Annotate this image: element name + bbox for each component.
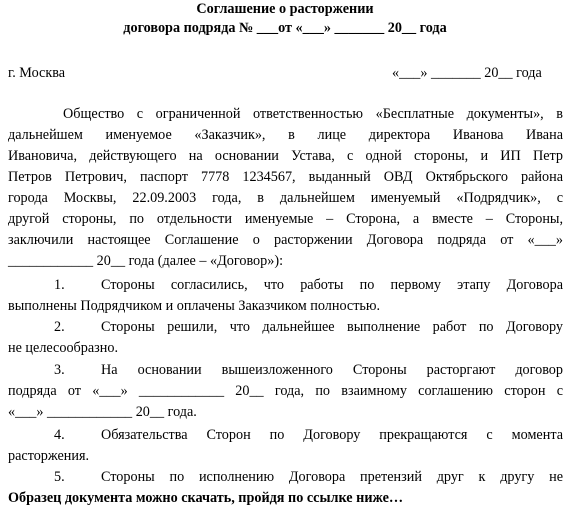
clause-line: расторжения. bbox=[8, 448, 90, 464]
intro-line: Общество с ограниченной ответственностью «Бесплатные документы», в bbox=[63, 106, 563, 122]
clause-number: 1. bbox=[54, 277, 65, 293]
intro-line: другой стороны, по отдельности именуемые – Сторона, а вместе – Стороны, bbox=[8, 211, 563, 227]
intro-line: ____________ 20__ года (далее – «Договор»): bbox=[8, 253, 284, 269]
clause-line: Стороны по исполнению Договора претензий друг к другу не bbox=[101, 469, 563, 485]
clause-line: Обязательства Сторон по Договору прекращаются с момента bbox=[101, 427, 563, 443]
download-note: Образец документа можно скачать, пройдя по ссылке ниже… bbox=[8, 490, 404, 506]
clause-line: «___» ____________ 20__ года. bbox=[8, 404, 197, 420]
intro-line: Петров Петрович, паспорт 7778 1234567, выданный ОВД Октябрьского района bbox=[8, 169, 563, 185]
intro-line: города Москвы, 22.09.2003 года, в дальнейшем именуемый «Подрядчик», с bbox=[8, 190, 563, 206]
document-title-line2: договора подряда № ___от «___» _______ 20__ года bbox=[123, 20, 447, 36]
intro-line: дальнейшем именуемое «Заказчик», в лице директора Иванова Ивана bbox=[8, 127, 563, 143]
clause-line: подряда от «___» ____________ 20__ года, по взаимному соглашению сторон с bbox=[8, 383, 563, 399]
document-title-line1: Соглашение о расторжении bbox=[196, 1, 374, 17]
clause-line: Стороны решили, что дальнейшее выполнение работ по Договору bbox=[101, 319, 563, 335]
clause-line: не целесообразно. bbox=[8, 340, 118, 356]
intro-line: заключили настоящее Соглашение о расторжении Договора подряда от «___» bbox=[8, 232, 563, 248]
intro-line: Ивановича, действующего на основании Устава, с одной стороны, и ИП Петр bbox=[8, 148, 563, 164]
document-date: «___» _______ 20__ года bbox=[392, 65, 542, 81]
clause-number: 4. bbox=[54, 427, 65, 443]
document-city: г. Москва bbox=[8, 65, 66, 81]
clause-line: Стороны согласились, что работы по первому этапу Договора bbox=[101, 277, 563, 293]
clause-number: 5. bbox=[54, 469, 65, 485]
clause-number: 2. bbox=[54, 319, 65, 335]
clause-number: 3. bbox=[54, 362, 65, 378]
clause-line: На основании вышеизложенного Стороны расторгают договор bbox=[101, 362, 563, 378]
clause-line: выполнены Подрядчиком и оплачены Заказчиком полностью. bbox=[8, 298, 381, 314]
